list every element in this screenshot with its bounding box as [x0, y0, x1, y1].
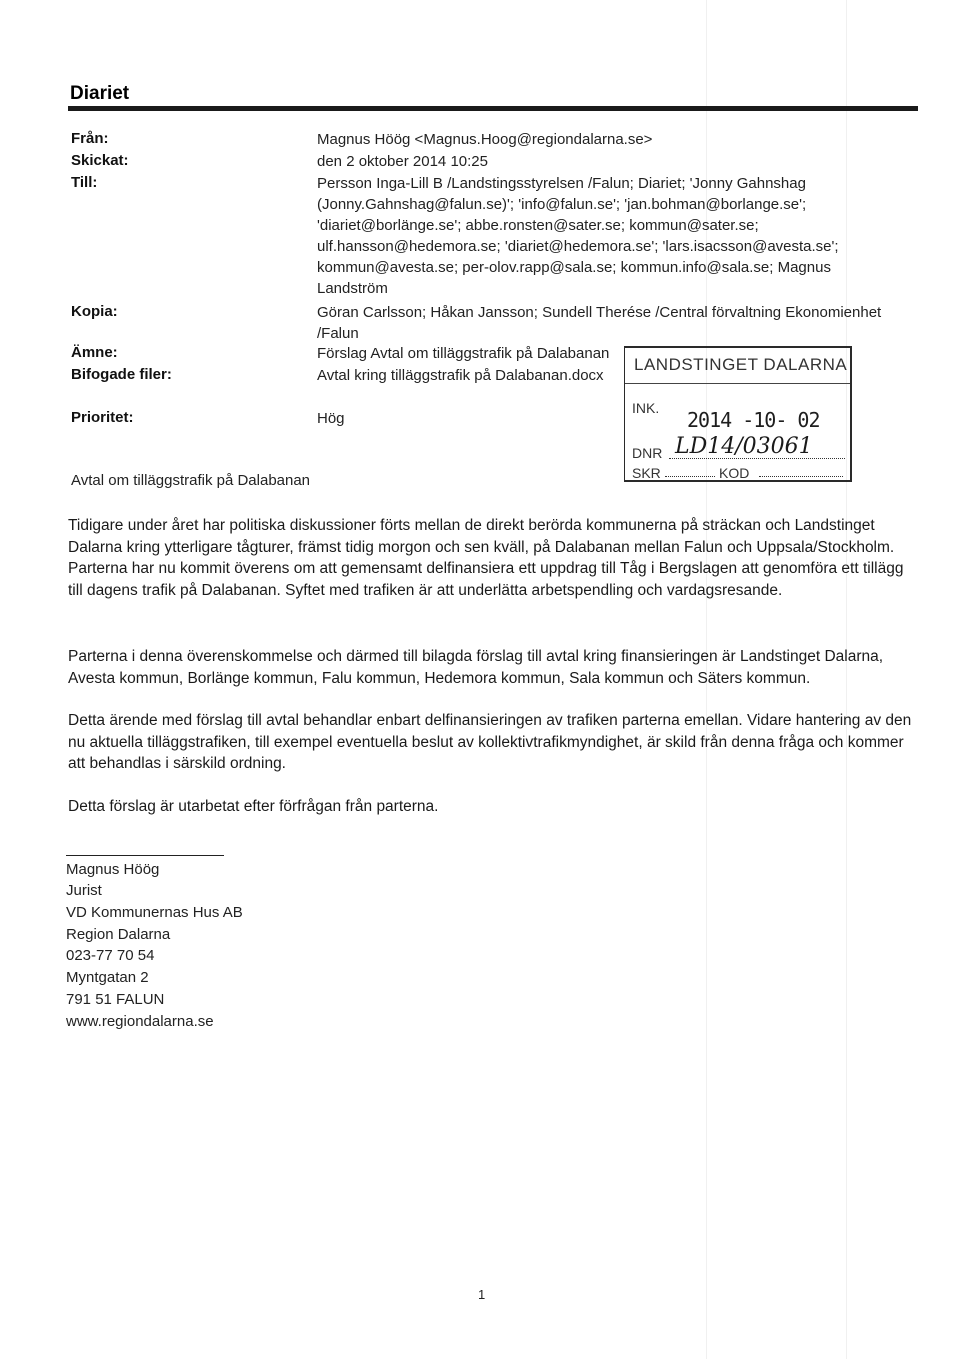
signature-company: VD Kommunernas Hus AB: [66, 904, 243, 921]
to-line: 'diariet@borlänge.se'; abbe.ronsten@sater.se; kommun@sater.se;: [317, 217, 759, 234]
cc-line: Göran Carlsson; Håkan Jansson; Sundell Therése /Central förvaltning Ekonomienhet: [317, 304, 882, 321]
stamp-organization: LANDSTINGET DALARNA: [634, 355, 848, 374]
stamp-dotted-line: [665, 476, 715, 477]
to-line: (Jonny.Gahnshag@falun.se)'; 'info@falun.se'; 'jan.bohman@borlange.se';: [317, 196, 807, 213]
priority-label: Prioritet:: [71, 409, 134, 426]
stamp-date: 2014 -10- 02: [687, 408, 820, 432]
body-paragraph: Detta ärende med förslag till avtal behandlar enbart delfinansieringen av trafiken parterna emellan. Vidare hantering av den nu aktuella tilläggstrafiken, till exempel eventuella beslut av kollektivtrafikmyndighet, är skild från denna fråga och kommer att behandlas i särskild ordning.: [68, 712, 912, 772]
to-recipients: [317, 173, 917, 299]
to-label: Till:: [71, 174, 98, 191]
stamp-skr-label: SKR: [632, 465, 661, 481]
body-paragraph: Parterna i denna överenskommelse och därmed till bilagda förslag till avtal kring finansieringen är Landstinget Dalarna, Avesta kommun, Borlänge kommun, Falu kommun, Hedemora kommun, Sala kommun och Säters kommun.: [68, 648, 884, 687]
signature-website-link[interactable]: www.regiondalarna.se: [66, 1013, 214, 1030]
signature-rule: [66, 855, 224, 856]
signature-region: Region Dalarna: [66, 926, 171, 943]
attachment-link[interactable]: Avtal kring tilläggstrafik på Dalabanan.docx: [317, 367, 604, 384]
from-value: Magnus Höög <Magnus.Hoog@regiondalarna.se>: [317, 131, 653, 148]
priority-value: Hög: [317, 410, 345, 427]
to-line: Landström: [317, 280, 388, 297]
signature-phone: 023-77 70 54: [66, 947, 155, 964]
from-label: Från:: [71, 130, 109, 147]
sent-value: den 2 oktober 2014 10:25: [317, 153, 488, 170]
body-paragraph: Tidigare under året har politiska diskussioner förts mellan de direkt berörda kommunerna på sträckan och Landstinget Dalarna kring ytterligare tågturer, främst tidig morgon och sen kväll, på Dalabanan mellan Falun och Uppsala/Stockholm. Parterna har nu kommit överens om att gemensamt delfinansiera ett uppdrag till Tåg i Bergslagen att genomföra ett tillägg till dagens trafik på Dalabanan. Syftet med trafiken är att underlätta arbetspendling och vardagsresande.: [68, 517, 904, 599]
stamp-dotted-line: [669, 458, 845, 459]
to-line: ulf.hansson@hedemora.se; 'diariet@hedemora.se'; 'lars.isacsson@avesta.se';: [317, 238, 839, 255]
page-number: 1: [478, 1287, 486, 1302]
stamp-kod-label: KOD: [719, 465, 750, 481]
signature-name: Magnus Höög: [66, 861, 160, 878]
title-rule: [68, 106, 918, 111]
stamp-divider: [625, 383, 850, 384]
cc-recipients: [317, 302, 917, 344]
subject-value: Förslag Avtal om tilläggstrafik på Dalabanan: [317, 345, 610, 362]
registration-stamp: [624, 346, 852, 482]
stamp-dnr-value: LD14/03061: [675, 434, 813, 459]
cc-label: Kopia:: [71, 303, 118, 320]
page-title: Diariet: [70, 83, 130, 104]
sent-label: Skickat:: [71, 152, 129, 169]
signature-postal: 791 51 FALUN: [66, 991, 165, 1008]
cc-line: /Falun: [317, 325, 359, 342]
stamp-dotted-line: [759, 476, 843, 477]
stamp-dnr-label: DNR: [632, 445, 663, 461]
stamp-ink-label: INK.: [632, 400, 660, 416]
signature-title: Jurist: [66, 882, 102, 899]
subject-label: Ämne:: [71, 344, 118, 361]
attachments-label: Bifogade filer:: [71, 366, 172, 383]
message-subject-line: Avtal om tilläggstrafik på Dalabanan: [71, 472, 311, 489]
signature-street: Myntgatan 2: [66, 969, 149, 986]
to-line: kommun@avesta.se; per-olov.rapp@sala.se; kommun.info@sala.se; Magnus: [317, 259, 831, 276]
to-line: Persson Inga-Lill B /Landstingsstyrelsen /Falun; Diariet; 'Jonny Gahnshag: [317, 175, 806, 192]
body-paragraph: Detta förslag är utarbetat efter förfrågan från parterna.: [68, 798, 439, 815]
